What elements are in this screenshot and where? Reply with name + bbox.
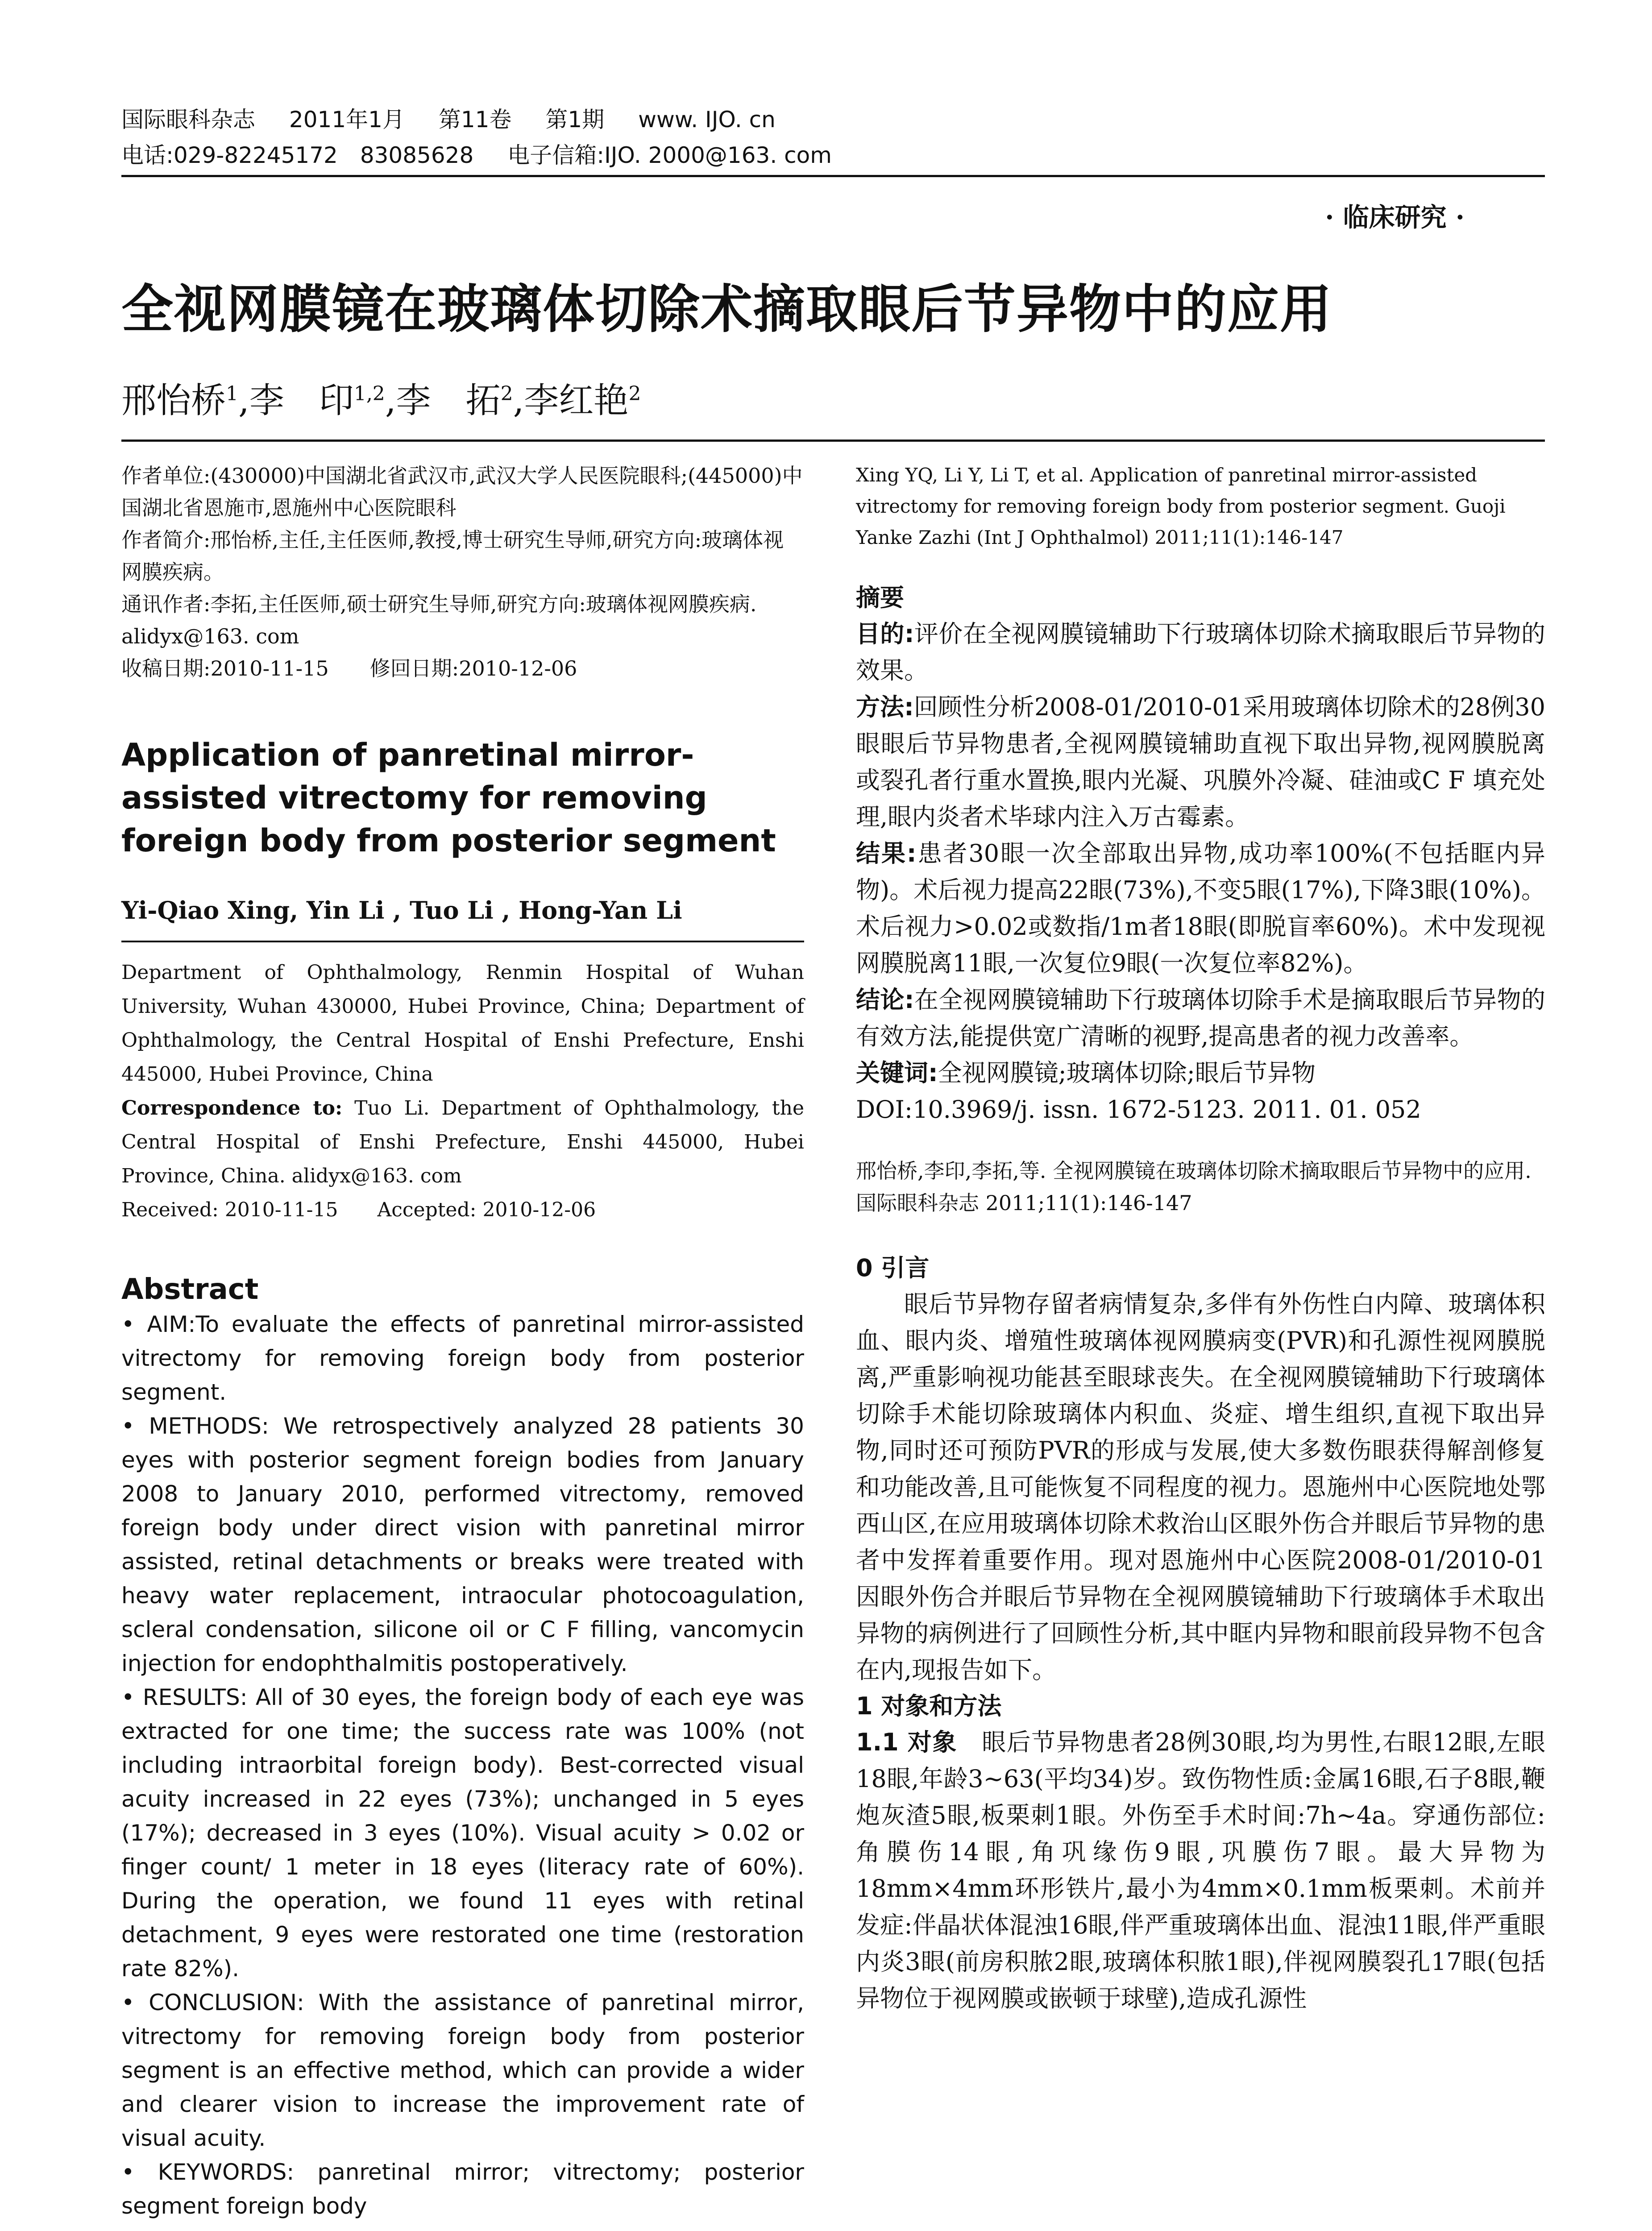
conclusion-label: 结论: <box>856 986 914 1014</box>
header-line-2 <box>121 137 1545 173</box>
author-info <box>121 460 804 684</box>
author-name: 李红艳 <box>524 381 629 421</box>
header-divider <box>121 175 1545 177</box>
subjects-label: 1.1 对象 <box>856 1728 957 1756</box>
corresponding-author-line: 通讯作者:李拓,主任医师,硕士研究生导师,研究方向:玻璃体视网膜疾病. alidyx@163. com <box>121 592 757 648</box>
results-label: 结果: <box>856 839 917 867</box>
chinese-results <box>856 835 1545 982</box>
right-column <box>856 460 1545 2017</box>
chinese-conclusion <box>856 982 1545 1055</box>
english-title: Application of panretinal mirror-assisted vitrectomy for removing foreign body from posterior segment <box>121 737 776 859</box>
intro-heading: 0 引言 <box>856 1254 930 1282</box>
issue-date: 2011年1月 <box>289 107 405 133</box>
english-affiliation: Department of Ophthalmology, Renmin Hospital of Wuhan University, Wuhan 430000, Hubei Province, China; Department of Ophthalmology, the Central Hospital of Enshi Prefecture, Enshi 445000, Hubei Province, China <box>121 961 804 1086</box>
abstract-conclusion: • CONCLUSION: With the assistance of panretinal mirror, vitrectomy for removing foreign body from posterior segment is an effective method, which can provide a wider and clearer vision to increase the improvement rate of visual acuity. <box>121 1990 804 2151</box>
chinese-methods <box>856 689 1545 835</box>
abstract-keywords: • KEYWORDS: panretinal mirror; vitrectomy; posterior segment foreign body <box>121 2159 804 2219</box>
author-name: 李 印 <box>249 381 354 421</box>
author-name: 邢怡桥 <box>121 381 226 421</box>
author-name: 李 拓 <box>396 381 501 421</box>
chinese-keywords <box>856 1055 1545 1091</box>
chinese-abstract-heading: 摘要 <box>856 584 904 612</box>
website-link[interactable]: www. IJO. cn <box>638 107 776 133</box>
keywords-label: 关键词: <box>856 1059 938 1087</box>
left-column <box>121 460 804 2223</box>
english-authors-divider <box>121 941 804 942</box>
abstract-results: • RESULTS: All of 30 eyes, the foreign body of each eye was extracted for one time; the success rate was 100% (not including intraorbital foreign body). Best-corrected visual acuity increased in 22 eyes (73%); unchanged in 5 eyes (17%); decreased in 3 eyes (10%). Visual acuity > 0.02 or finger count/ 1 meter in 18 eyes (literacy rate of 60%). During the operation, we found 11 eyes with retinal detachment, 9 eyes were restorated one time (restoration rate 82%). <box>121 1684 804 1982</box>
correspondence-text: Tuo Li. Department of Ophthalmology, the Central Hospital of Enshi Prefecture, Enshi 445000, Hubei Province, China. alidyx@163. com <box>121 1097 804 1187</box>
affiliation-line: 作者单位:(430000)中国湖北省武汉市,武汉大学人民医院眼科;(445000)中国湖北省恩施市,恩施州中心医院眼科 <box>121 464 803 520</box>
chinese-citation: 邢怡桥,李印,李拓,等. 全视网膜镜在玻璃体切除术摘取眼后节异物中的应用. 国际眼科杂志 2011;11(1):146-147 <box>856 1159 1532 1215</box>
english-authors: Yi-Qiao Xing, Yin Li , Tuo Li , Hong-Yan Li <box>121 896 682 925</box>
aim-text: 评价在全视网膜镜辅助下行玻璃体切除术摘取眼后节异物的效果。 <box>856 620 1545 684</box>
subjects-text: 眼后节异物患者28例30眼,均为男性,右眼12眼,左眼18眼,年龄3~63(平均34)岁。致伤物性质:金属16眼,石子8眼,鞭炮灰渣5眼,板栗刺1眼。外伤至手术时间:7h~4a。穿通伤部位:角膜伤14眼,角巩缘伤9眼,巩膜伤7眼。最大异物为18mm×4mm环形铁片,最小为4mm×0.1mm板栗刺。术前并发症:伴晶状体混浊16眼,伴严重玻璃体出血、混浊11眼,伴严重眼内炎3眼(前房积脓2眼,玻璃体积脓1眼),伴视网膜裂孔17眼(包括异物位于视网膜或嵌顿于球壁),造成孔源性 <box>856 1728 1545 2012</box>
journal-header <box>121 102 1545 173</box>
aim-label: 目的: <box>856 620 914 648</box>
received-accepted: Received: 2010-11-15 Accepted: 2010-12-06 <box>121 1198 596 1221</box>
issue-number: 第1期 <box>545 107 605 133</box>
methods-text: 回顾性分析2008-01/2010-01采用玻璃体切除术的28例30眼眼后节异物患者,全视网膜镜辅助直视下取出异物,视网膜脱离或裂孔者行重水置换,眼内光凝、巩膜外冷凝、硅油或C F 填充处理,眼内炎者术毕球内注入万古霉素。 <box>856 693 1545 831</box>
results-text: 患者30眼一次全部取出异物,成功率100%(不包括眶内异物)。术后视力提高22眼(73%),不变5眼(17%),下降3眼(10%)。术后视力>0.02或数指/1m者18眼(即脱盲率60%)。术中发现视网膜脱离11眼,一次复位9眼(一次复位率82%)。 <box>856 839 1545 977</box>
author-affiliation-mark: 1,2 <box>353 382 385 405</box>
english-citation: Xing YQ, Li Y, Li T, et al. Application of panretinal mirror-assisted vitrectomy for removing foreign body from posterior segment. Guoji Yanke Zazhi (Int J Ophthalmol) 2011;11(1):146-147 <box>856 464 1506 548</box>
methods-label: 方法: <box>856 693 914 721</box>
abstract-aim: • AIM:To evaluate the effects of panretinal mirror-assisted vitrectomy for removing foreign body from posterior segment. <box>121 1311 804 1405</box>
email-address[interactable]: 电子信箱:IJO. 2000@163. com <box>507 142 832 168</box>
author-affiliation-mark: 1 <box>226 382 239 405</box>
subjects-paragraph <box>856 1724 1545 2017</box>
author-affiliation-mark: 2 <box>628 382 641 405</box>
keywords-text: 全视网膜镜;玻璃体切除;眼后节异物 <box>938 1059 1316 1087</box>
correspondence-label: Correspondence to: <box>121 1097 343 1120</box>
author-affiliation-mark: 2 <box>500 382 513 405</box>
title-divider <box>121 440 1545 442</box>
header-line-1 <box>121 102 1545 137</box>
section-label: · 临床研究 · <box>1325 202 1465 232</box>
doi: DOI:10.3969/j. issn. 1672-5123. 2011. 01. 052 <box>856 1095 1421 1124</box>
abstract-heading: Abstract <box>121 1273 259 1306</box>
article-title: 全视网膜镜在玻璃体切除术摘取眼后节异物中的应用 <box>121 279 1332 340</box>
correspondence <box>121 1091 804 1193</box>
author-bio-line: 作者简介:邢怡桥,主任,主任医师,教授,博士研究生导师,研究方向:玻璃体视网膜疾病。 <box>121 528 784 584</box>
conclusion-text: 在全视网膜镜辅助下行玻璃体切除手术是摘取眼后节异物的有效方法,能提供宽广清晰的视野,提高患者的视力改善率。 <box>856 986 1545 1050</box>
intro-text: 眼后节异物存留者病情复杂,多伴有外伤性白内障、玻璃体积血、眼内炎、增殖性玻璃体视网膜病变(PVR)和孔源性视网膜脱离,严重影响视功能甚至眼球丧失。在全视网膜镜辅助下行玻璃体切除手术能切除玻璃体内积血、炎症、增生组织,直视下取出异物,同时还可预防PVR的形成与发展,使大多数伤眼获得解剖修复和功能改善,且可能恢复不同程度的视力。恩施州中心医院地处鄂西山区,在应用玻璃体切除术救治山区眼外伤合并眼后节异物的患者中发挥着重要作用。现对恩施州中心医院2008-01/2010-01因眼外伤合并眼后节异物在全视网膜镜辅助下行玻璃体手术取出异物的病例进行了回顾性分析,其中眶内异物和眼前段异物不包含在内,现报告如下。 <box>856 1290 1545 1684</box>
author-list: 邢怡桥$^1$,李 印$^{1,2}$,李 拓$^2$,李红艳$^2$ <box>121 381 641 421</box>
phone-number: 电话:029-82245172 83085628 <box>121 142 474 168</box>
volume: 第11卷 <box>438 107 512 133</box>
methods-heading: 1 对象和方法 <box>856 1692 1002 1720</box>
received-date-line: 收稿日期:2010-11-15 修回日期:2010-12-06 <box>121 656 577 680</box>
chinese-aim <box>856 616 1545 689</box>
journal-name: 国际眼科杂志 <box>121 107 255 133</box>
abstract-methods: • METHODS: We retrospectively analyzed 28 patients 30 eyes with posterior segment foreign bodies from January 2008 to January 2010, performed vitrectomy, removed foreign body under direct vision with panretinal mirror assisted, retinal detachments or breaks were treated with heavy water replacement, intraocular photocoagulation, scleral condensation, silicone oil or C F filling, vancomycin injection for endophthalmitis postoperatively. <box>121 1413 804 1676</box>
